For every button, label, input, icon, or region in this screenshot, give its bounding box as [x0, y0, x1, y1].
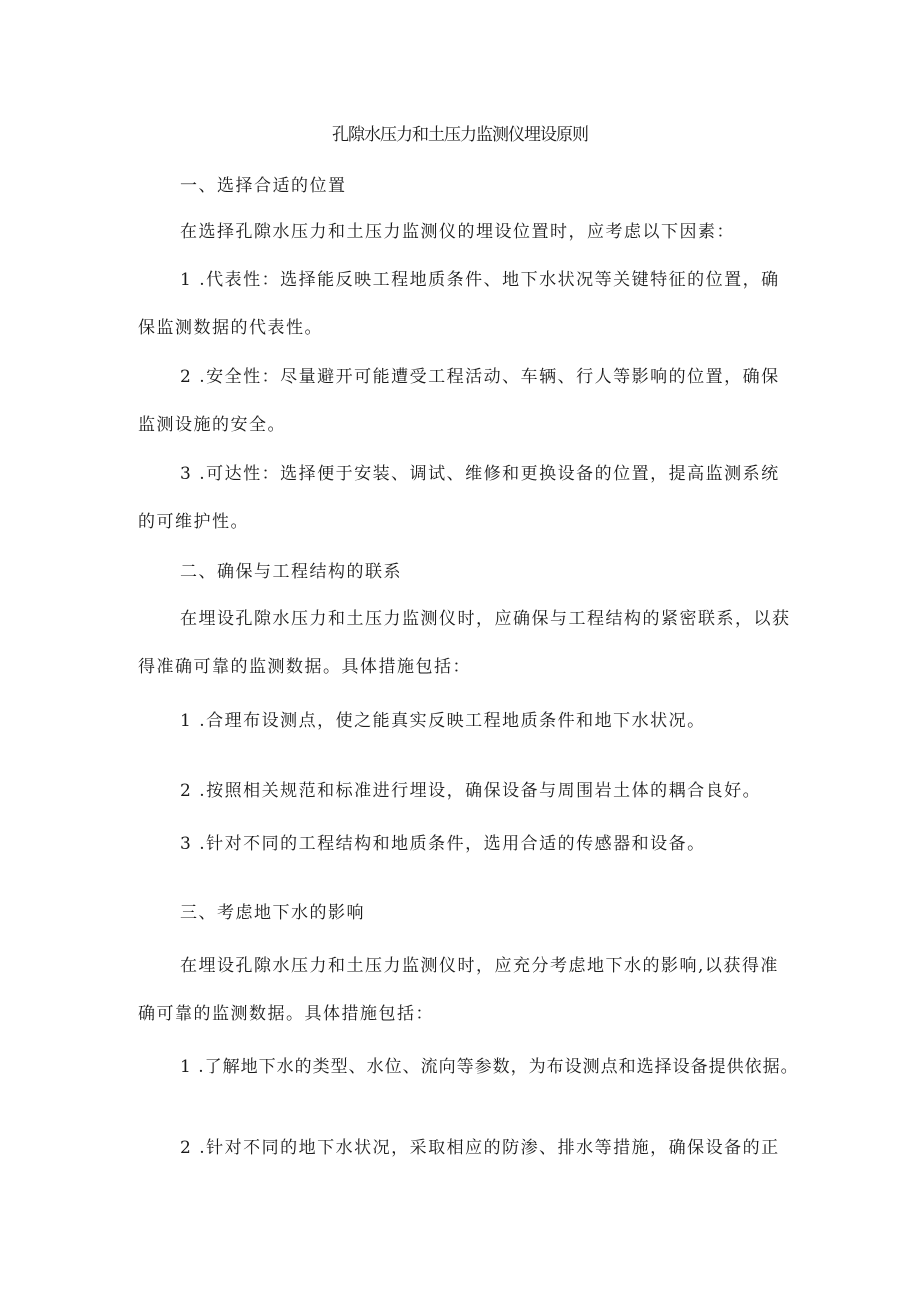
section-1-item-2-line-2: 监测设施的安全。 [138, 415, 286, 435]
section-2-item-2: 2 .按照相关规范和标准进行埋设，确保设备与周围岩土体的耦合良好。 [180, 781, 762, 801]
section-1-item-1-line-2: 保监测数据的代表性。 [138, 318, 323, 338]
section-1-item-3-line-1: 3 .可达性：选择便于安装、调试、维修和更换设备的位置，提高监测系统 [180, 464, 780, 484]
section-3-intro-line-2: 确可靠的监测数据。具体措施包括： [138, 1004, 434, 1024]
document-title: 孔隙水压力和土压力监测仪埋设原则 [332, 125, 588, 145]
section-1-item-1-line-1: 1 .代表性：选择能反映工程地质条件、地下水状况等关键特征的位置，确 [180, 270, 780, 290]
section-1-heading: 一、选择合适的位置 [180, 176, 347, 196]
section-3-intro-line-1: 在埋设孔隙水压力和土压力监测仪时，应充分考虑地下水的影响,以获得准 [180, 956, 779, 976]
section-2-heading: 二、确保与工程结构的联系 [180, 562, 402, 582]
section-3-item-2-line-1: 2 .针对不同的地下水状况，采取相应的防渗、排水等措施，确保设备的正 [180, 1138, 780, 1158]
section-2-item-3: 3 .针对不同的工程结构和地质条件，选用合适的传感器和设备。 [180, 834, 706, 854]
section-2-intro-line-2: 得准确可靠的监测数据。具体措施包括： [138, 657, 471, 677]
section-1-item-3-line-2: 的可维护性。 [138, 512, 249, 532]
section-2-item-1: 1 .合理布设测点，使之能真实反映工程地质条件和地下水状况。 [180, 711, 706, 731]
section-1-intro: 在选择孔隙水压力和土压力监测仪的埋设位置时，应考虑以下因素： [180, 222, 735, 242]
section-3-heading: 三、考虑地下水的影响 [180, 903, 365, 923]
section-1-item-2-line-1: 2 .安全性：尽量避开可能遭受工程活动、车辆、行人等影响的位置，确保 [180, 367, 780, 387]
section-2-intro-line-1: 在埋设孔隙水压力和土压力监测仪时，应确保与工程结构的紧密联系，以获 [180, 609, 791, 629]
section-3-item-1: 1 .了解地下水的类型、水位、流向等参数，为布设测点和选择设备提供依据。 [180, 1057, 799, 1077]
